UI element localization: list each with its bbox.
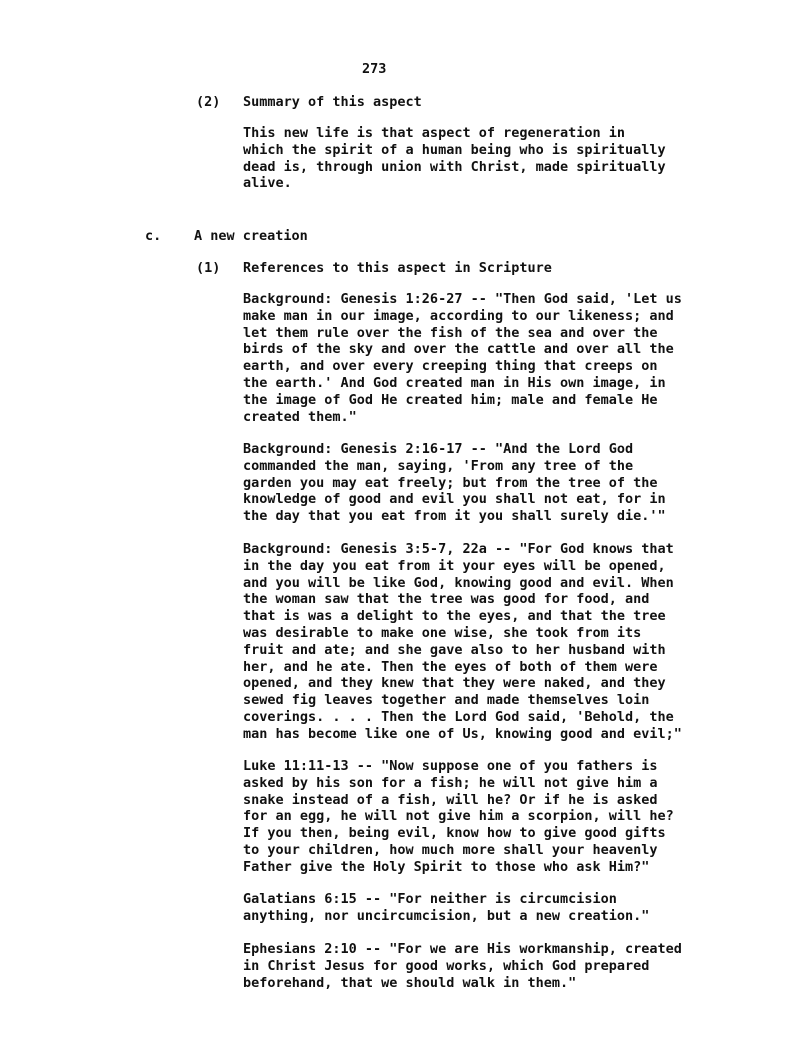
reference-genesis-1: Background: Genesis 1:26-27 -- "Then God said, 'Let us make man in our image, according to our likeness; and let them rule over the fish of the sea and over the birds of the sky and over the cattle and over all the earth, and over every creeping thing that creeps on the earth.' And God created man in His own image, in the image of God He created him; male and female He created them."	[243, 291, 682, 425]
section-marker-1: (1)	[196, 260, 221, 276]
summary-paragraph: This new life is that aspect of regeneration in which the spirit of a human being who is spiritually dead is, through union with Christ, made spiritually alive.	[243, 125, 666, 192]
section-heading-references: References to this aspect in Scripture	[243, 260, 552, 276]
page-number: 273	[362, 61, 387, 77]
section-marker-2: (2)	[196, 94, 221, 110]
reference-galatians-6: Galatians 6:15 -- "For neither is circumcision anything, nor uncircumcision, but a new creation."	[243, 891, 650, 924]
section-heading-new-creation: A new creation	[194, 228, 308, 244]
reference-luke-11: Luke 11:11-13 -- "Now suppose one of you fathers is asked by his son for a fish; he will not give him a snake instead of a fish, will he? Or if he is asked for an egg, he will not give him a scorpion, will he? If you then, being evil, know how to give good gifts to your children, how much more shall your heavenly Father give the Holy Spirit to those who ask Him?"	[243, 758, 674, 875]
reference-genesis-2: Background: Genesis 2:16-17 -- "And the Lord God commanded the man, saying, 'From any tree of the garden you may eat freely; but from the tree of the knowledge of good and evil you shall not eat, for in the day that you eat from it you shall surely die.'"	[243, 441, 666, 525]
reference-genesis-3: Background: Genesis 3:5-7, 22a -- "For God knows that in the day you eat from it your eyes will be opened, and you will be like God, knowing good and evil. When the woman saw that the tree was good for food, and that is was a delight to the eyes, and that the tree was desirable to make one wise, she took from its fruit and ate; and she gave also to her husband with her, and he ate. Then the eyes of both of them were opened, and they knew that they were naked, and they sewed fig leaves together and made themselves loin coverings. . . . Then the Lord God said, 'Behold, the man has become like one of Us, knowing good and evil;"	[243, 541, 682, 742]
section-marker-c: c.	[145, 228, 162, 244]
reference-ephesians-2: Ephesians 2:10 -- "For we are His workmanship, created in Christ Jesus for good works, which God prepared beforehand, that we should walk in them."	[243, 941, 682, 991]
section-heading-summary: Summary of this aspect	[243, 94, 422, 110]
